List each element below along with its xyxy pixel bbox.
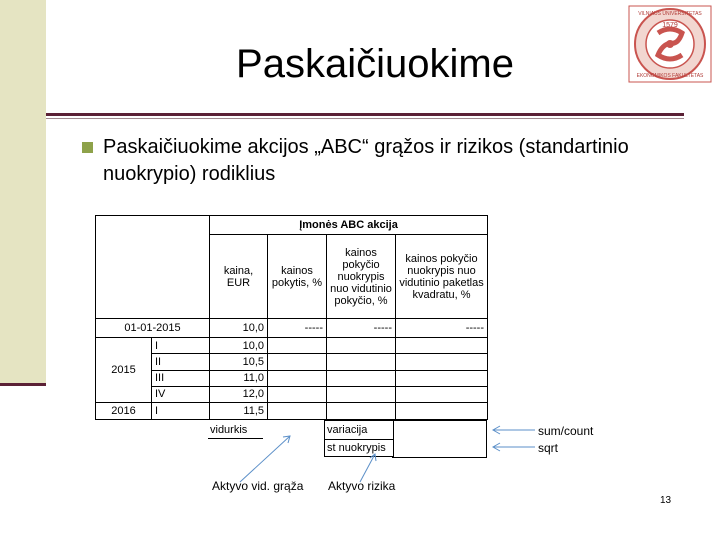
title-rule-thin [46, 118, 684, 119]
std-dev-label: st nuokrypis [327, 442, 386, 454]
price-cell: 11,0 [210, 370, 268, 386]
return-note: Aktyvo vid. grąža [212, 479, 304, 493]
price-cell: 10,0 [210, 319, 268, 338]
bullet-text: Paskaičiuokime akcijos „ABC“ grąžos ir rizikos (standartinio nuokrypio) rodiklius [103, 136, 629, 185]
quarter-cell: I [152, 338, 210, 354]
arrow-head-icon [493, 426, 500, 434]
sidebar-band [0, 0, 46, 385]
sidebar-divider [0, 383, 46, 386]
quarter-cell: III [152, 370, 210, 386]
price-cell: 10,0 [210, 338, 268, 354]
year-2015: 2015 [96, 338, 152, 402]
price-cell: 11,5 [210, 402, 268, 419]
deviation-squared-cell: ----- [396, 319, 488, 338]
slide-title: Paskaičiuokime [236, 42, 514, 86]
sqrt-note: sqrt [538, 441, 559, 455]
col-header-deviation: kainos pokyčio nuokrypis nuo vidutinio pokyčio, % [327, 235, 396, 319]
group-header: Įmonės ABC akcija [210, 216, 488, 235]
title-rule [46, 113, 684, 116]
page-number: 13 [660, 495, 672, 506]
change-cell: ----- [268, 319, 327, 338]
col-header-deviation-squared: kainos pokyčio nuokrypis nuo vidutinio paketlas kvadratu, % [396, 235, 488, 319]
quarter-cell: IV [152, 386, 210, 402]
price-cell: 12,0 [210, 386, 268, 402]
arrow-risk [360, 454, 375, 482]
logo-year: 1579 [662, 22, 678, 29]
bullet-square-icon [82, 142, 93, 153]
university-logo [628, 5, 712, 83]
sum-count-note: sum/count [538, 424, 594, 438]
average-label: vidurkis [210, 424, 248, 436]
row-label-start: 01-01-2015 [96, 319, 210, 338]
variance-label: variacija [327, 424, 368, 436]
quarter-cell: I [152, 402, 210, 419]
col-header-price: kaina, EUR [210, 235, 268, 319]
price-cell: 10,5 [210, 354, 268, 370]
year-2016: 2016 [96, 402, 152, 419]
quarter-cell: II [152, 354, 210, 370]
col-header-change: kainos pokytis, % [268, 235, 327, 319]
deviation-cell: ----- [327, 319, 396, 338]
summary-area [208, 420, 487, 458]
logo-ring-text: VILNIAUS UNIVERSITETAS [638, 11, 702, 17]
risk-note: Aktyvo rizika [328, 479, 396, 493]
logo-bottom-text: EKONOMIKOS FAKULTETAS [636, 73, 704, 79]
calculation-table [95, 215, 488, 420]
arrow-head-icon [493, 443, 500, 451]
